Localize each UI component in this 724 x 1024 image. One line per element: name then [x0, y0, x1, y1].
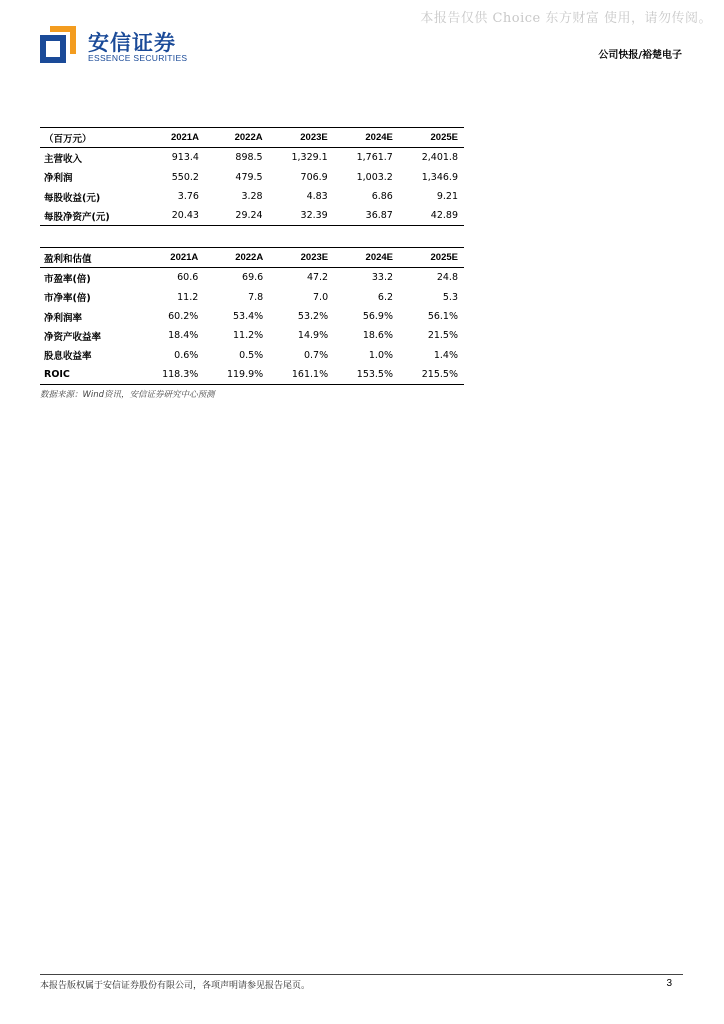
row-label: 净利润率	[44, 312, 83, 324]
table-header-row	[40, 128, 464, 148]
table-cell: 6.86	[371, 191, 393, 203]
table-cell: 215.5%	[421, 368, 458, 380]
table-cell: 550.2	[171, 171, 199, 183]
table-cell: 3.28	[241, 191, 263, 203]
table-header-cell: 2024E	[334, 248, 399, 268]
table-cell: 36.87	[365, 210, 393, 222]
table-cell: 2,401.8	[421, 152, 458, 164]
table-cell: 18.6%	[362, 330, 394, 342]
table-cell: 0.5%	[239, 349, 264, 361]
table-cell: 479.5	[235, 171, 263, 183]
table-cell: 3.76	[177, 191, 199, 203]
table-row	[40, 268, 464, 288]
table-cell: 0.6%	[174, 349, 199, 361]
table-header-cell: 2021A	[141, 128, 205, 148]
table-row	[40, 206, 464, 226]
table-cell: 1,761.7	[356, 152, 393, 164]
row-label: 净资产收益率	[44, 331, 102, 343]
row-label: 每股净资产(元)	[44, 211, 110, 223]
table-cell: 161.1%	[291, 368, 329, 380]
table-row	[40, 326, 464, 345]
watermark: 本报告仅供 Choice 东方财富 使用，请勿传阅。	[420, 11, 712, 26]
table-row	[40, 288, 464, 307]
table-cell: 56.9%	[362, 311, 394, 323]
table-cell: 33.2	[371, 272, 394, 284]
table-cell: 0.7%	[303, 349, 329, 361]
financial-summary-table	[40, 127, 464, 226]
table-cell: 1,346.9	[421, 171, 458, 183]
row-label: 市净率(倍)	[44, 293, 91, 305]
row-label: 主营收入	[44, 153, 83, 165]
page-number: 3	[666, 978, 672, 989]
table-cell: 9.21	[436, 191, 458, 203]
table-header-cell: 2022A	[205, 128, 269, 148]
report-category: 公司快报/裕楚电子	[598, 50, 682, 61]
table-cell: 1.0%	[368, 349, 394, 361]
row-label: 每股收益(元)	[44, 192, 101, 204]
row-label: 净利润	[44, 173, 73, 185]
table-cell: 14.9%	[297, 330, 329, 342]
table-header-cell: 2023E	[269, 248, 334, 268]
table-cell: 4.83	[306, 191, 328, 203]
row-label: 股息收益率	[44, 351, 92, 363]
table-header-cell: 2025E	[399, 128, 464, 148]
logo-text-cn: 安信证券	[88, 31, 176, 55]
table-cell: 60.2%	[168, 311, 199, 323]
table-row	[40, 168, 464, 187]
company-logo	[40, 26, 200, 66]
table-cell: 56.1%	[427, 311, 458, 323]
table-cell: 706.9	[300, 171, 328, 183]
table-cell: 18.4%	[168, 330, 199, 342]
table-cell: 53.4%	[233, 311, 264, 323]
table-header-cell: 2024E	[334, 128, 399, 148]
footer-divider	[40, 974, 683, 975]
table-cell: 153.5%	[356, 368, 394, 380]
table-header-cell: 2021A	[139, 248, 204, 268]
table-cell: 21.5%	[427, 330, 458, 342]
table-cell: 5.3	[442, 291, 458, 303]
table-row	[40, 187, 464, 206]
table-row	[40, 365, 464, 385]
table-header-row	[40, 248, 464, 268]
valuation-table	[40, 247, 464, 385]
table-header-cell: 2023E	[269, 128, 334, 148]
row-label: 市盈率(倍)	[44, 273, 91, 285]
table-header-cell: 2022A	[204, 248, 269, 268]
table-cell: 32.39	[300, 210, 328, 222]
table-cell: 1.4%	[433, 349, 458, 361]
table-cell: 898.5	[235, 152, 263, 164]
table-cell: 1,329.1	[291, 152, 328, 164]
data-source-note: 数据来源：Wind资讯，安信证券研究中心预测	[40, 390, 215, 400]
logo-mark-icon	[40, 26, 76, 63]
table-header-cell: 盈利和估值	[40, 248, 139, 268]
table-cell: 47.2	[306, 272, 329, 284]
row-label: ROIC	[44, 368, 70, 380]
table-cell: 20.43	[171, 210, 199, 222]
logo-text-en: ESSENCE SECURITIES	[88, 53, 188, 63]
table-cell: 24.8	[436, 272, 458, 284]
table-cell: 11.2	[177, 291, 199, 303]
table-cell: 1,003.2	[356, 171, 393, 183]
table-cell: 118.3%	[162, 368, 199, 380]
table-row	[40, 345, 464, 364]
table-cell: 29.24	[235, 210, 263, 222]
footer-disclaimer: 本报告版权属于安信证券股份有限公司，各项声明请参见报告尾页。	[40, 981, 311, 991]
table-cell: 42.89	[430, 210, 458, 222]
table-cell: 7.8	[248, 291, 264, 303]
table-cell: 60.6	[177, 272, 199, 284]
table-row	[40, 307, 464, 326]
table-cell: 913.4	[171, 152, 199, 164]
table-header-cell: 2025E	[399, 248, 464, 268]
table-cell: 69.6	[242, 272, 264, 284]
table-header-cell: （百万元）	[40, 128, 141, 148]
table-cell: 119.9%	[226, 368, 264, 380]
table-row	[40, 148, 464, 168]
table-cell: 6.2	[377, 291, 394, 303]
table-cell: 11.2%	[233, 330, 264, 342]
table-cell: 53.2%	[297, 311, 329, 323]
table-cell: 7.0	[313, 291, 329, 303]
